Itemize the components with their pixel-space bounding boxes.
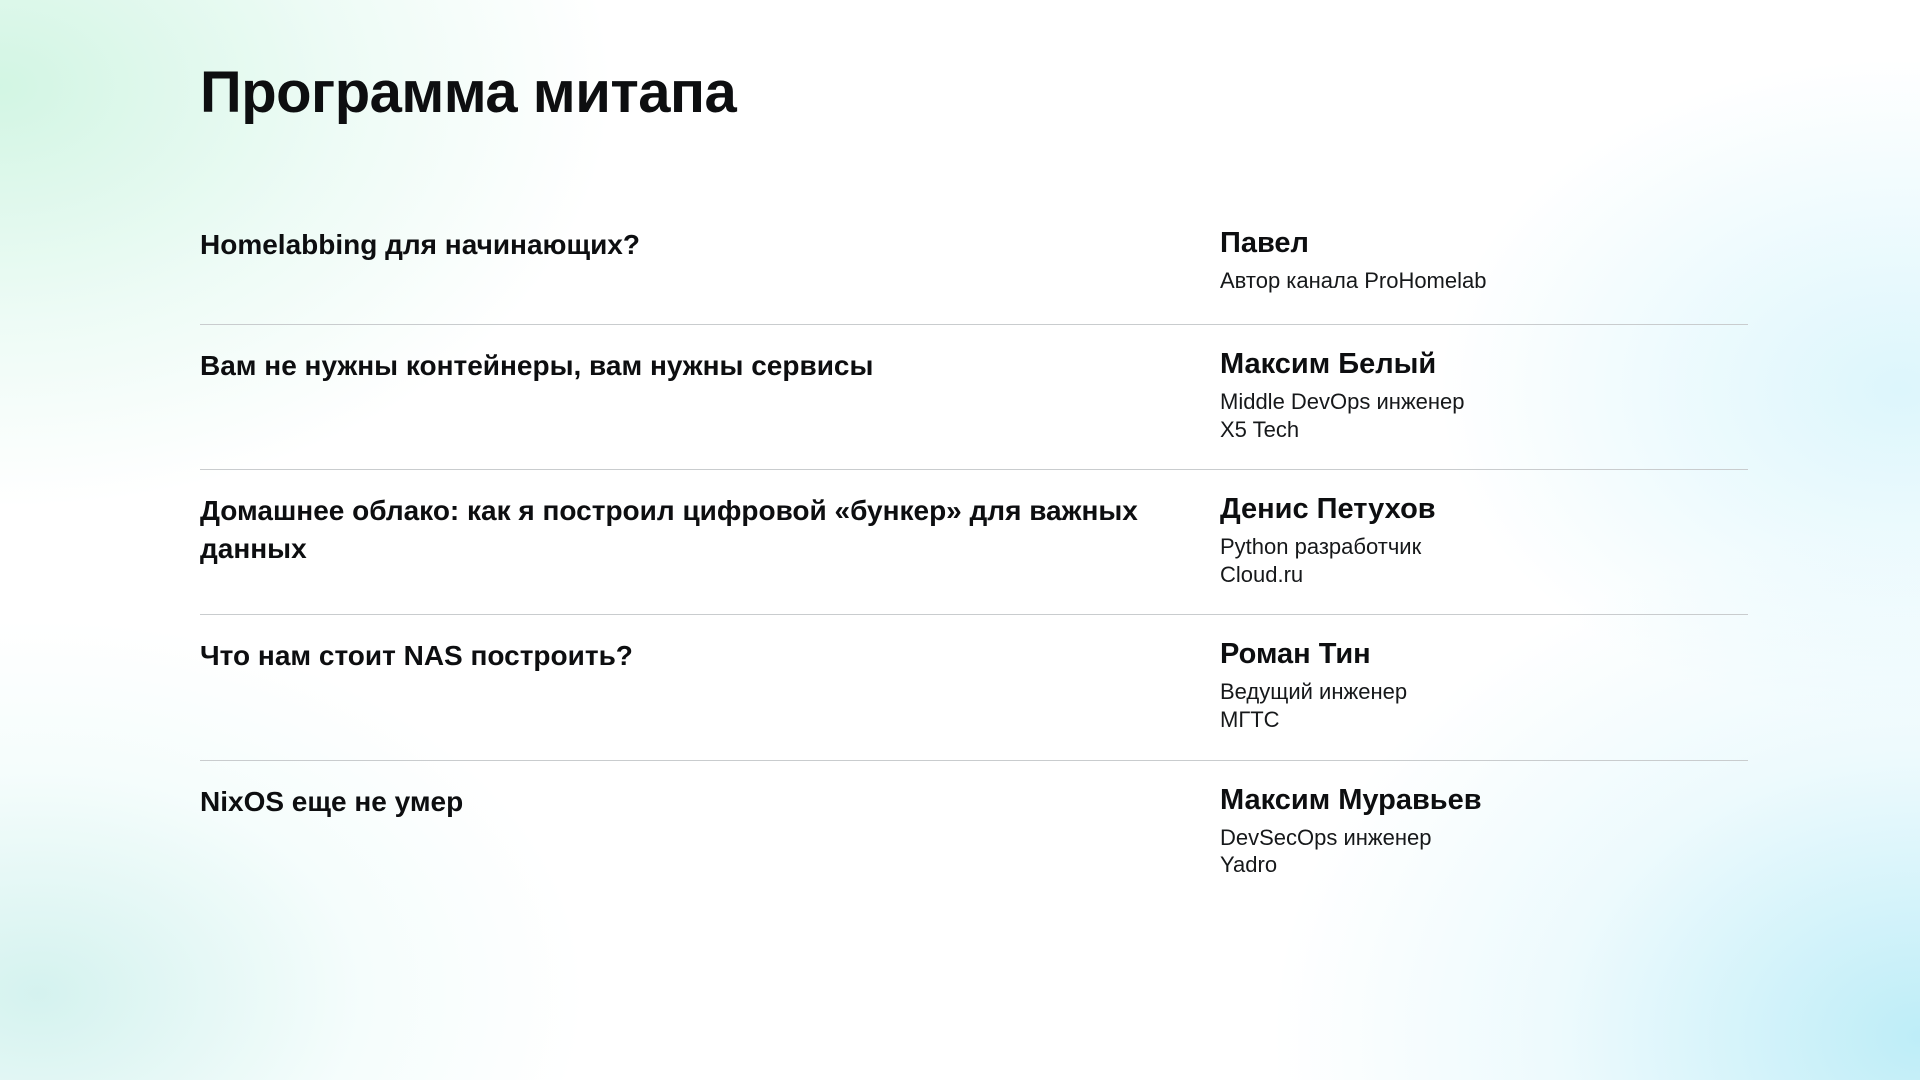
speaker-role: DevSecOps инженер: [1220, 824, 1432, 850]
talk-title: Homelabbing для начинающих?: [200, 229, 640, 260]
table-row: [200, 226, 1748, 324]
page-title: Программа митапа: [200, 60, 737, 125]
speaker-name: Максим Белый: [1220, 348, 1437, 380]
table-row: [200, 324, 1748, 469]
table-row: [200, 760, 1748, 905]
speaker-block: [1220, 492, 1748, 588]
talk-title: NixOS еще не умер: [200, 785, 464, 817]
speaker-block: [1220, 783, 1748, 879]
speaker-name: Максим Муравьев: [1220, 783, 1482, 816]
speaker-org: Cloud.ru: [1220, 561, 1304, 587]
talk-title: Вам не нужны контейнеры, вам нужны сервисы: [200, 350, 874, 381]
table-row: [200, 614, 1748, 759]
table-row: [200, 469, 1748, 614]
speaker-name: Павел: [1220, 227, 1309, 259]
speaker-block: [1220, 637, 1748, 733]
talk-title: Что нам стоит NAS построить?: [200, 640, 633, 672]
speaker-block: [1220, 347, 1748, 443]
speaker-name: Роман Тин: [1220, 638, 1371, 671]
speaker-org: Yadro: [1220, 852, 1278, 878]
speaker-name: Денис Петухов: [1220, 493, 1436, 526]
talk-title: Домашнее облако: как я построил цифровой «бункер» для важных данных: [200, 495, 1138, 565]
speaker-org: X5 Tech: [1220, 416, 1300, 442]
speaker-org: МГТС: [1220, 706, 1280, 732]
speaker-role: Ведущий инженер: [1220, 679, 1408, 705]
speaker-role: Middle DevOps инженер: [1220, 388, 1465, 414]
speaker-block: [1220, 226, 1748, 295]
speaker-role: Python разработчик: [1220, 534, 1422, 560]
speaker-role: Автор канала ProHomelab: [1220, 267, 1487, 293]
agenda-table: [200, 226, 1748, 905]
